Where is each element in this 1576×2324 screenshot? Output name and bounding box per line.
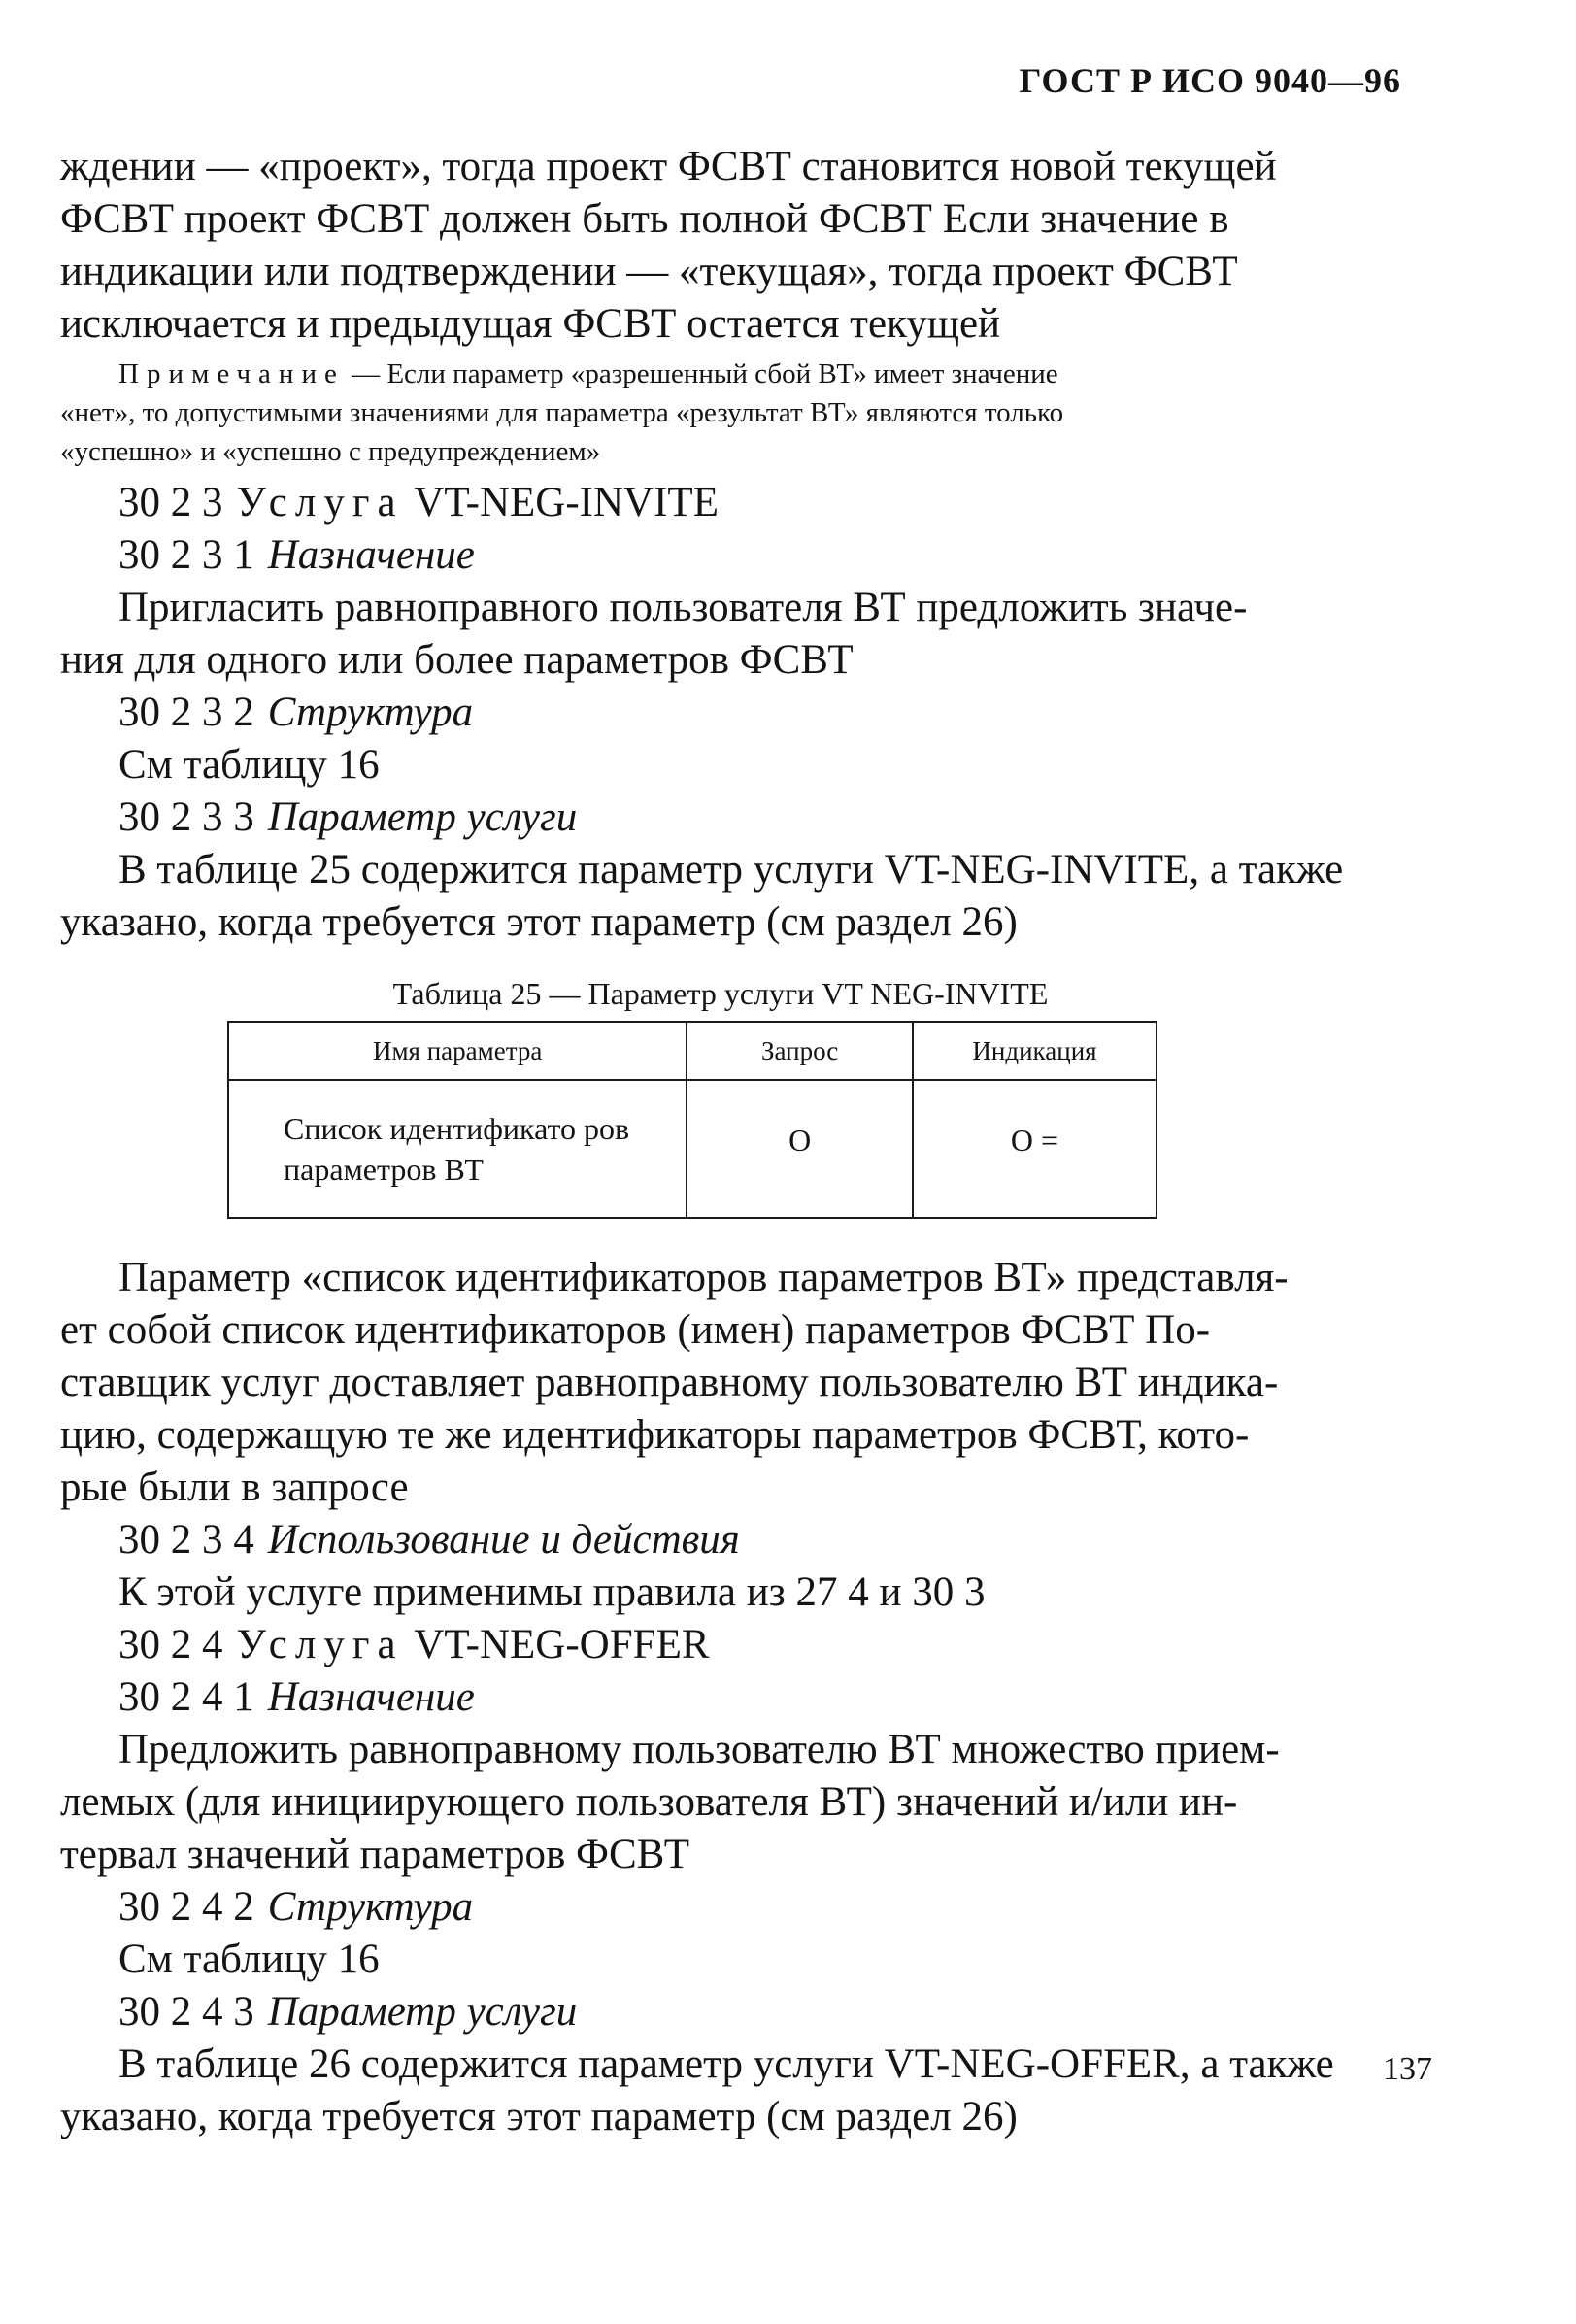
intro-line: ждении — «проект», тогда проект ФСВТ становится новой текущей xyxy=(60,144,1277,189)
note-line: — Если параметр «разрешенный сбой ВТ» имеет значение xyxy=(352,358,1058,389)
subsection-heading: 30 2 3 4 Использование и действия xyxy=(118,1517,740,1563)
body-line: лемых (для инициирующего пользователя ВТ) значений и/или ин- xyxy=(60,1779,1238,1825)
table-caption: Таблица 25 — Параметр услуги VT NEG-INVITE xyxy=(392,976,1049,1011)
subsection-heading: 30 2 4 1 Назначение xyxy=(118,1674,475,1720)
note-line: «нет», то допустимыми значениями для параметра «результат ВТ» являются только xyxy=(60,397,1064,428)
body-line: ет собой список идентификаторов (имен) параметров ФСВТ По- xyxy=(60,1307,1211,1353)
body-line: указано, когда требуется этот параметр (см раздел 26) xyxy=(60,2094,1018,2139)
intro-line: ФСВТ проект ФСВТ должен быть полной ФСВТ Если значение в xyxy=(60,196,1229,242)
table-row xyxy=(228,1080,1157,1218)
parameter-table xyxy=(227,1021,1157,1219)
body-line: Параметр «список идентификаторов параметров ВТ» представля- xyxy=(118,1255,1289,1300)
note-block xyxy=(60,354,1420,471)
table-cell: Список идентификато ров параметров ВТ xyxy=(284,1111,630,1187)
section-heading: 30 2 3 Услуга VT-NEG-INVITE xyxy=(118,480,719,525)
body-line: В таблице 25 содержится параметр услуги VT-NEG-INVITE, а также xyxy=(118,847,1344,893)
page-content xyxy=(60,141,1420,2143)
body-line: ния для одного или более параметров ФСВТ xyxy=(60,637,854,683)
running-header: ГОСТ Р ИСО 9040—96 xyxy=(1019,61,1401,100)
body-line: Пригласить равноправного пользователя ВТ предложить значе- xyxy=(118,585,1248,630)
body-line: К этой услуге применимы правила из 27 4 и 30 3 xyxy=(118,1569,986,1615)
subsection-heading: 30 2 4 2 Структура xyxy=(118,1884,474,1930)
table-header-row xyxy=(228,1022,1157,1080)
body-line: См таблицу 16 xyxy=(118,742,380,788)
subsection-heading: 30 2 3 2 Структура xyxy=(118,690,474,735)
subsection-heading: 30 2 3 1 Назначение xyxy=(118,532,475,578)
body-line: Предложить равноправному пользователю ВТ множество прием- xyxy=(118,1727,1280,1772)
table-header-cell: Индикация xyxy=(913,1022,1157,1080)
page-number: 137 xyxy=(1383,2051,1432,2087)
table-cell: О xyxy=(788,1123,812,1158)
table-header-cell: Запрос xyxy=(687,1022,913,1080)
intro-line: исключается и предыдущая ФСВТ остается текущей xyxy=(60,301,1001,347)
intro-line: индикации или подтверждении — «текущая», тогда проект ФСВТ xyxy=(60,249,1238,294)
note-label: Примечание xyxy=(118,358,345,389)
body-line: рые были в запросе xyxy=(60,1465,409,1510)
table-cell: О = xyxy=(1010,1123,1059,1158)
note-line: «успешно» и «успешно с предупреждением» xyxy=(60,436,601,467)
table-explanation xyxy=(60,1252,1420,1514)
section-heading: 30 2 4 Услуга VT-NEG-OFFER xyxy=(118,1622,710,1667)
body-line: цию, содержащую те же идентификаторы параметров ФСВТ, кото- xyxy=(60,1412,1250,1458)
subsection-heading: 30 2 3 3 Параметр услуги xyxy=(118,794,578,840)
body-line: тервал значений параметров ФСВТ xyxy=(60,1832,690,1877)
body-line: В таблице 26 содержится параметр услуги VT-NEG-OFFER, а также xyxy=(118,2041,1334,2087)
body-line: указано, когда требуется этот параметр (см раздел 26) xyxy=(60,899,1018,945)
subsection-heading: 30 2 4 3 Параметр услуги xyxy=(118,1989,578,2035)
body-line: См таблицу 16 xyxy=(118,1937,380,1982)
body-line: ставщик услуг доставляет равноправному пользователю ВТ индика- xyxy=(60,1360,1279,1405)
table-header-cell: Имя параметра xyxy=(228,1022,687,1080)
